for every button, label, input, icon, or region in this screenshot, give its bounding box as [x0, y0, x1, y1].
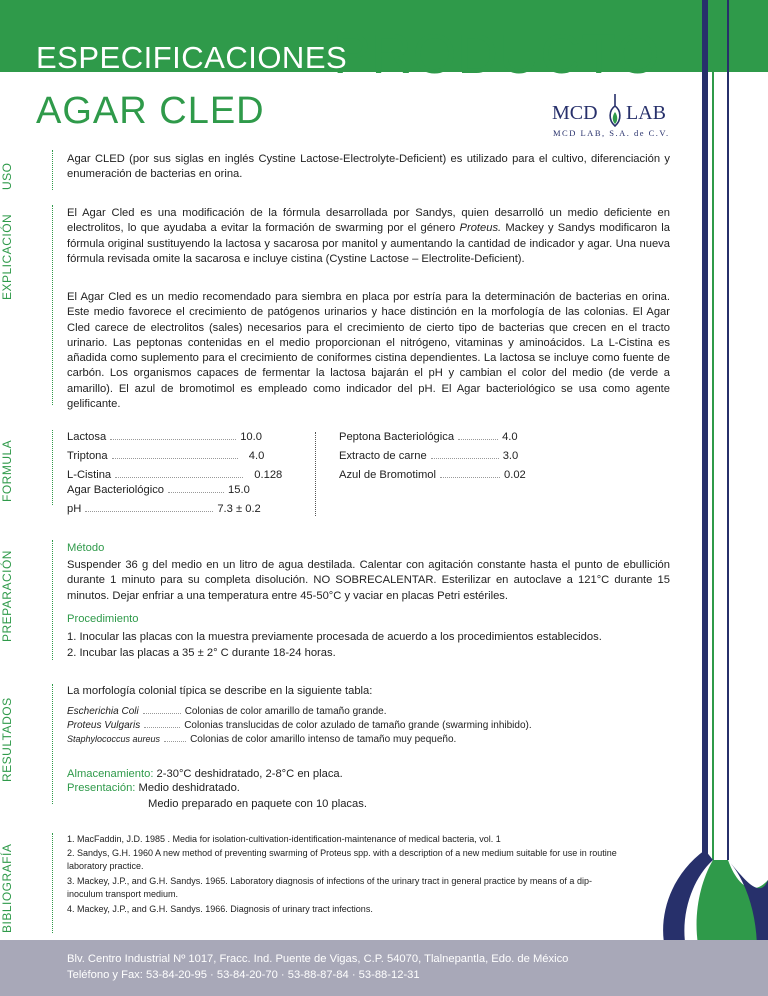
presentacion-label: Presentación: — [67, 782, 136, 794]
formula-row — [67, 450, 264, 462]
formula-row — [67, 469, 282, 481]
section-divider-explicacion — [52, 205, 53, 405]
formula-name: Azul de Bromotimol — [339, 469, 436, 481]
section-label-resultados: RESULTADOS — [0, 697, 14, 782]
formula-value: 4.0 — [248, 450, 265, 462]
resultados-intro: La morfología colonial típica se describe en la siguiente tabla: — [67, 685, 373, 697]
presentacion-value-1: Medio deshidratado. — [138, 782, 240, 794]
resultados-row — [67, 720, 532, 731]
formula-value: 4.0 — [502, 431, 518, 443]
metodo-label: Método — [67, 542, 105, 554]
formula-row — [339, 431, 518, 443]
formula-row — [67, 484, 250, 496]
procedimiento-label: Procedimiento — [67, 613, 139, 625]
formula-value: 0.128 — [254, 469, 283, 481]
formula-name: Peptona Bacteriológica — [339, 431, 455, 443]
logo-subtitle: MCD LAB, S.A. de C.V. — [553, 128, 670, 138]
almacenamiento-line — [67, 767, 670, 782]
footer-address: Blv. Centro Industrial Nº 1017, Fracc. Ind. Puente de Vigas, C.P. 54070, Tlalnepantla, Edo. de México — [67, 953, 569, 965]
presentacion-value-2: Medio preparado en paquete con 10 placas. — [148, 798, 367, 810]
bibliography-entry: 1. MacFaddin, J.D. 1985 . Media for isolation-cultivation-identification-maintenance of medical bacteria, vol. 1 — [67, 834, 501, 844]
formula-name: Triptona — [67, 450, 108, 462]
footer-phones: Teléfono y Fax: 53-84-20-95 · 53-84-20-70 · 53-88-87-84 · 53-88-12-31 — [67, 969, 420, 981]
organism-name: Proteus Vulgaris — [67, 720, 141, 731]
section-label-formula: FORMULA — [0, 439, 14, 502]
section-label-preparacion: PREPARACIÓN — [0, 550, 14, 642]
explicacion-p1-a: El Agar Cled es una modificación de la fórmula desarrollada por Sandys, quien desarrolló un medio deficiente en electrolitos, lo que ayudaba a evitar la formación de swarming por el género — [67, 207, 670, 235]
organism-description: Colonias de color amarillo de tamaño grande. — [184, 706, 387, 717]
formula-name: pH — [67, 503, 82, 515]
resultados-row — [67, 706, 387, 717]
formula-name: Lactosa — [67, 431, 107, 443]
explicacion-p1-em: Proteus. — [459, 222, 502, 235]
flask-icon — [606, 92, 624, 128]
formula-row — [339, 469, 526, 481]
bibliography-entry: 3. Mackey, J.P., and G.H. Sandys. 1965. Laboratory diagnosis of infections of the urinary tract in general practice by means of a dip-inoculum transport medium. — [67, 876, 592, 900]
procedimiento-step: 1. Inocular las placas con la muestra previamente procesada de acuerdo a los procedimientos establecidos. — [67, 631, 602, 643]
uso-text: Agar CLED (por sus siglas en inglés Cystine Lactose-Electrolyte-Deficient) es utilizado para el cultivo, diferenciación y enumeración de bacterias en orina. — [67, 153, 670, 181]
almacenamiento-value: 2-30°C deshidratado, 2-8°C en placa. — [156, 768, 343, 780]
formula-name: Agar Bacteriológico — [67, 484, 165, 496]
organism-name: Staphylococcus aureus — [67, 734, 161, 744]
section-divider-resultados — [52, 684, 53, 804]
formula-value: 0.02 — [504, 469, 526, 481]
bibliography-entry: 2. Sandys, G.H. 1960 A new method of preventing swarming of Proteus spp. with a description of a new medium suitable for use in routine laboratory practice. — [67, 848, 617, 872]
formula-value: 10.0 — [240, 431, 262, 443]
section-label-explicacion: EXPLICACIÓN — [0, 213, 14, 300]
section-divider-uso — [52, 150, 53, 190]
header-especificaciones: ESPECIFICACIONES — [36, 40, 348, 75]
procedimiento-step: 2. Incubar las placas a 35 ± 2° C durante 18-24 horas. — [67, 647, 336, 659]
logo-lab: LAB — [626, 102, 666, 124]
section-label-uso: USO — [0, 162, 14, 190]
presentacion-line — [67, 781, 670, 796]
organism-description: Colonias translucidas de color azulado de tamaño grande (swarming inhibido). — [184, 720, 532, 731]
resultados-row — [67, 734, 456, 745]
metodo-text: Suspender 36 g del medio en un litro de agua destilada. Calentar con agitación constante hasta el punto de ebullición durante 1 minuto para su completa disolución. NO SOBRECALENTAR. Esterilizar en autoclave a 121°C durante 15 minutos. Dejar enfriar a una temperatura entre 45-50°C y vaciar en placas Petri estériles. — [67, 559, 670, 602]
section-label-bibliografia: BIBLIOGRAFÍA — [0, 843, 14, 933]
bibliography-entry: 4. Mackey, J.P., and G.H. Sandys. 1966. Diagnosis of urinary tract infections. — [67, 904, 373, 914]
formula-row — [67, 431, 262, 443]
formula-row — [339, 450, 518, 462]
almacenamiento-label: Almacenamiento: — [67, 768, 154, 780]
section-divider-bibliografia — [52, 833, 53, 933]
explicacion-p1-b: Mackey y Sandys modificaron la fórmula original sustituyendo la lactosa y sacarosa por manitol y aumentando la cantidad de indicador y agar. Una nueva fórmula revisada omite la sacarosa e incluye cistina (Cystine Lactose – Electrolite-Deficient). — [67, 222, 670, 265]
explicacion-paragraph-1 — [67, 206, 670, 267]
formula-value: 15.0 — [228, 484, 250, 496]
logo-mcd: MCD — [552, 102, 598, 124]
header-producto: PRODUCTO — [333, 22, 661, 85]
footer-band — [0, 940, 768, 996]
section-divider-formula — [52, 430, 53, 505]
formula-name: L-Cistina — [67, 469, 112, 481]
formula-divider — [315, 432, 316, 516]
formula-value: 3.0 — [502, 450, 519, 462]
explicacion-paragraph-2: El Agar Cled es un medio recomendado para siembra en placa por estría para la determinación de bacterias en orina. Este medio favorece el crecimiento de patógenos urinarios y hace distinción en la morfología de las colonias. El Agar Cled carece de electrolitos (sales) necesarios para el crecimiento de cierto tipo de bacterias que crecen en el tracto urinario. Las peptonas contenidas en el medio proporcionan el nitrógeno, vitaminas y aminoácidos. La L-Cistina es añadida como suplemento para el crecimiento de coniformes cistina dependientes. La lactosa se incluye como fuente de carbón. Los organismos capaces de fermentar la lactosa bajarán el pH y cambian el color del medio (de verde a amarillo). El azul de bromotimol es empleado como indicador del pH. El Agar bacteriológico se usa como agente gelificante. — [67, 291, 670, 411]
formula-value: 7.3 ± 0.2 — [217, 503, 261, 515]
organism-description: Colonias de color amarillo intenso de tamaño muy pequeño. — [190, 734, 457, 745]
formula-row — [67, 503, 261, 515]
page-title: AGAR CLED — [36, 90, 265, 132]
section-divider-preparacion — [52, 540, 53, 660]
formula-name: Extracto de carne — [339, 450, 427, 462]
organism-name: Escherichia Coli — [67, 706, 139, 717]
